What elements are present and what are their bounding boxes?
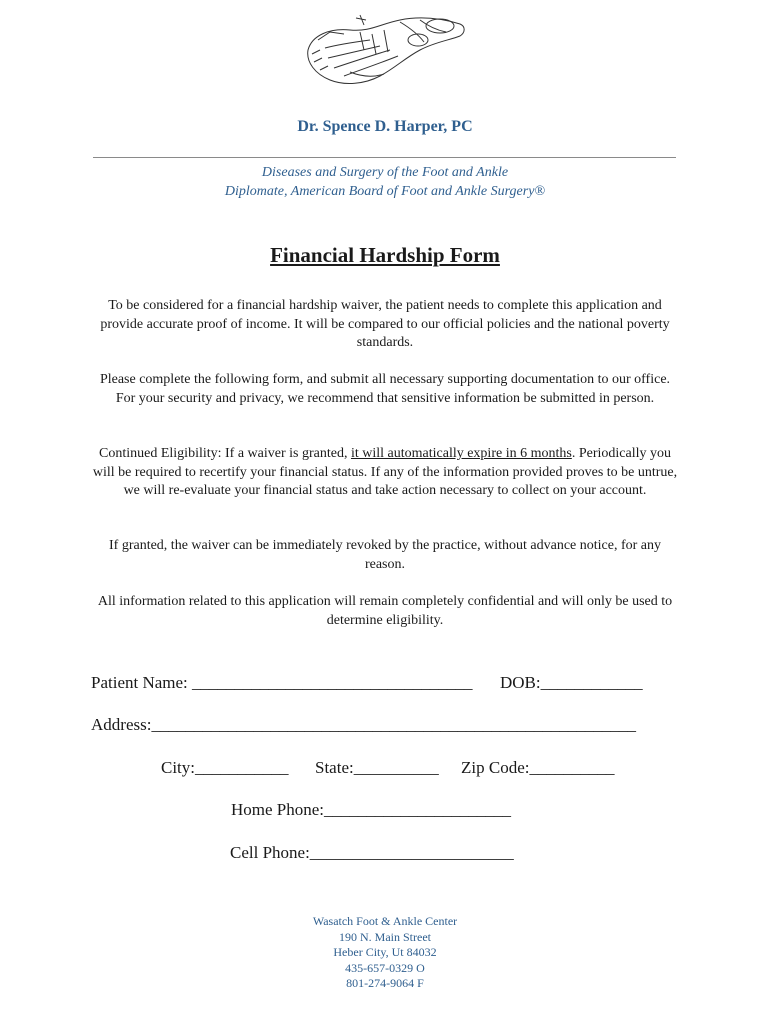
footer-address-block xyxy=(0,914,770,992)
cell-phone-field[interactable]: Cell Phone:________________________ xyxy=(230,843,514,862)
doctor-name: Dr. Spence D. Harper, PC xyxy=(297,118,473,135)
footer-city-state-zip: Heber City, Ut 84032 xyxy=(333,945,437,959)
footer-street: 190 N. Main Street xyxy=(339,929,431,944)
specialty-line-1: Diseases and Surgery of the Foot and Ankle xyxy=(261,165,509,180)
eligibility-suffix: . Periodically you will be required to recertify your financial status. If any of the information provided proves to be untrue, we will re-evaluate your financial status and take action necessary to collect on your account. xyxy=(92,446,678,498)
paragraph-proof-of-income: To be considered for a financial hardship waiver, the patient needs to complete this application and provide accurate proof of income. It will be compared to our official policies and the national poverty standards. xyxy=(100,298,670,350)
expiry-notice: it will automatically expire in 6 months xyxy=(350,446,572,461)
city-field[interactable]: City:___________ xyxy=(161,758,289,777)
paragraph-submit-documentation: Please complete the following form, and submit all necessary supporting documentation to our office. For your security and privacy, we recommend that sensitive information be submitted in person. xyxy=(99,372,671,406)
footer-office-phone: 435-657-0329 O xyxy=(345,960,425,975)
zip-code-field[interactable]: Zip Code:__________ xyxy=(461,758,615,777)
paragraph-confidentiality: All information related to this application will remain completely confidential and will only be used to determine eligibility. xyxy=(97,594,673,628)
header-divider xyxy=(93,157,676,158)
paragraph-continued-eligibility xyxy=(92,445,678,501)
address-field[interactable]: Address:_________________________________________________________ xyxy=(91,715,636,734)
state-field[interactable]: State:__________ xyxy=(315,758,439,777)
dob-field[interactable]: DOB:____________ xyxy=(500,673,643,692)
patient-name-field[interactable]: Patient Name: _________________________________ xyxy=(91,673,473,692)
footer-fax: 801-274-9064 F xyxy=(346,976,424,990)
home-phone-field[interactable]: Home Phone:______________________ xyxy=(231,800,512,819)
footer-center-name: Wasatch Foot & Ankle Center xyxy=(312,914,458,928)
specialty-line-2: Diplomate, American Board of Foot and Ankle Surgery® xyxy=(224,184,546,199)
eligibility-prefix: Continued Eligibility: If a waiver is granted, xyxy=(99,446,351,461)
foot-skeleton-illustration-icon xyxy=(300,10,470,90)
form-title: Financial Hardship Form xyxy=(270,243,500,267)
paragraph-revocation: If granted, the waiver can be immediately revoked by the practice, without advance notice, for any reason. xyxy=(109,538,661,572)
